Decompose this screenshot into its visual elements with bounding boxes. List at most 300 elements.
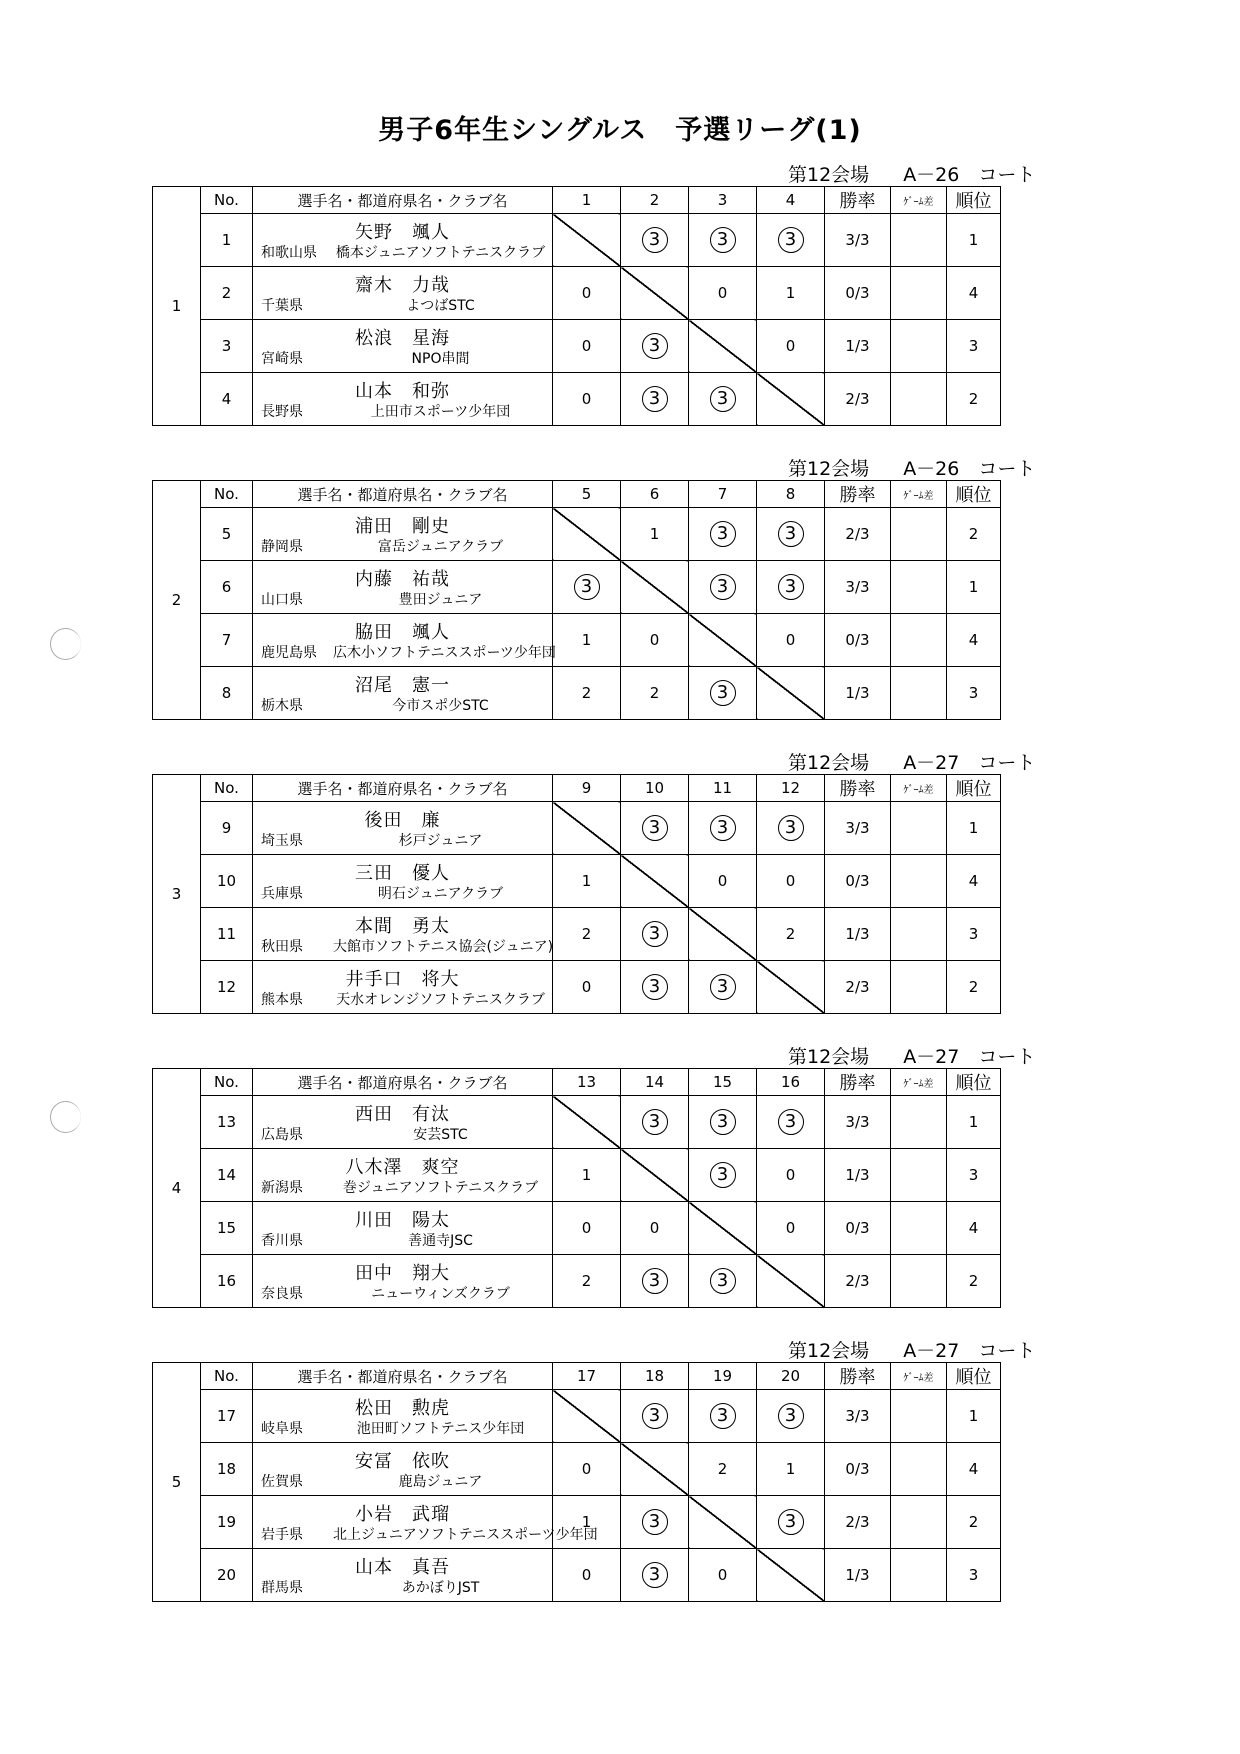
player-name: 松田 勲虎 — [355, 1398, 450, 1419]
win-score-circle: 3 — [710, 680, 736, 706]
header-opponent-no: 18 — [621, 1363, 689, 1390]
venue-name: 第12会場 — [788, 752, 870, 774]
venue-court-label — [788, 160, 1035, 187]
self-match-cell — [757, 667, 825, 720]
header-rank: 順位 — [947, 187, 1001, 214]
prefecture: 広島県 — [261, 1127, 303, 1143]
score-cell — [621, 1390, 689, 1443]
win-rate: 2/3 — [825, 373, 891, 426]
venue-name: 第12会場 — [788, 1046, 870, 1068]
game-diff — [891, 802, 947, 855]
player-row — [153, 1096, 1001, 1149]
game-diff — [891, 1390, 947, 1443]
header-rank: 順位 — [947, 775, 1001, 802]
win-score-circle: 3 — [710, 1109, 736, 1135]
win-rate: 1/3 — [825, 1149, 891, 1202]
league-table — [152, 480, 1001, 720]
court-name: A－27 コート — [903, 1046, 1036, 1068]
rank: 2 — [947, 1496, 1001, 1549]
player-cell — [253, 908, 553, 961]
player-row — [153, 855, 1001, 908]
score-cell — [689, 561, 757, 614]
header-opponent-no: 2 — [621, 187, 689, 214]
win-score-circle: 3 — [778, 574, 804, 600]
score-cell: 0 — [553, 373, 621, 426]
score-cell — [757, 214, 825, 267]
score-cell: 1 — [757, 267, 825, 320]
rank: 1 — [947, 802, 1001, 855]
club-name: 善通寺JSC — [408, 1233, 473, 1249]
prefecture: 宮崎県 — [261, 351, 303, 367]
player-no: 4 — [201, 373, 253, 426]
court-name: A－27 コート — [903, 1340, 1036, 1362]
header-game-diff: ｹﾞｰﾑ差 — [891, 187, 947, 214]
prefecture: 和歌山県 — [261, 245, 317, 261]
club-name: 明石ジュニアクラブ — [377, 886, 504, 902]
club-name: 橋本ジュニアソフトテニスクラブ — [335, 245, 546, 261]
club-name: 巻ジュニアソフトテニスクラブ — [342, 1180, 539, 1196]
player-cell — [253, 802, 553, 855]
header-opponent-no: 20 — [757, 1363, 825, 1390]
player-no: 13 — [201, 1096, 253, 1149]
self-match-cell — [689, 1496, 757, 1549]
player-no: 12 — [201, 961, 253, 1014]
header-win-rate: 勝率 — [825, 481, 891, 508]
player-row — [153, 1496, 1001, 1549]
player-row — [153, 320, 1001, 373]
player-no: 5 — [201, 508, 253, 561]
player-name: 西田 有汰 — [355, 1104, 450, 1125]
header-no: No. — [201, 1363, 253, 1390]
win-score-circle: 3 — [710, 227, 736, 253]
score-cell — [689, 667, 757, 720]
win-rate: 3/3 — [825, 1096, 891, 1149]
header-opponent-no: 5 — [553, 481, 621, 508]
player-name: 内藤 祐哉 — [355, 569, 450, 590]
player-cell — [253, 1096, 553, 1149]
player-row — [153, 1443, 1001, 1496]
score-cell — [757, 1390, 825, 1443]
self-match-cell — [553, 508, 621, 561]
header-no: No. — [201, 1069, 253, 1096]
score-cell: 0 — [553, 320, 621, 373]
player-cell — [253, 667, 553, 720]
league-table — [152, 1362, 1001, 1602]
win-rate: 3/3 — [825, 802, 891, 855]
win-score-circle: 3 — [642, 386, 668, 412]
win-score-circle: 3 — [642, 1268, 668, 1294]
win-score-circle: 3 — [710, 974, 736, 1000]
header-player: 選手名・都道府県名・クラブ名 — [253, 481, 553, 508]
header-win-rate: 勝率 — [825, 775, 891, 802]
player-no: 10 — [201, 855, 253, 908]
player-no: 1 — [201, 214, 253, 267]
club-name: 大館市ソフトテニス協会(ジュニア) — [333, 939, 554, 955]
player-name: 松浪 星海 — [355, 328, 450, 349]
game-diff — [891, 961, 947, 1014]
club-name: 富岳ジュニアクラブ — [377, 539, 504, 555]
self-match-cell — [689, 614, 757, 667]
header-opponent-no: 8 — [757, 481, 825, 508]
game-diff — [891, 1549, 947, 1602]
self-match-cell — [553, 1390, 621, 1443]
league-table — [152, 774, 1001, 1014]
game-diff — [891, 1496, 947, 1549]
header-opponent-no: 3 — [689, 187, 757, 214]
header-game-diff: ｹﾞｰﾑ差 — [891, 1069, 947, 1096]
score-cell: 0 — [553, 267, 621, 320]
win-score-circle: 3 — [778, 521, 804, 547]
player-name: 田中 翔大 — [355, 1263, 450, 1284]
score-cell — [621, 802, 689, 855]
win-rate: 1/3 — [825, 667, 891, 720]
score-cell — [621, 214, 689, 267]
game-diff — [891, 508, 947, 561]
player-row — [153, 1255, 1001, 1308]
club-name: 鹿島ジュニア — [398, 1474, 483, 1490]
game-diff — [891, 267, 947, 320]
score-cell: 1 — [621, 508, 689, 561]
group-number: 4 — [153, 1069, 201, 1308]
player-no: 18 — [201, 1443, 253, 1496]
prefecture: 秋田県 — [261, 939, 303, 955]
score-cell — [689, 1255, 757, 1308]
self-match-cell — [553, 1096, 621, 1149]
header-opponent-no: 7 — [689, 481, 757, 508]
score-cell: 0 — [621, 614, 689, 667]
win-score-circle: 3 — [710, 1162, 736, 1188]
header-opponent-no: 12 — [757, 775, 825, 802]
score-cell — [689, 508, 757, 561]
player-name: 山本 和弥 — [355, 381, 450, 402]
group-number: 1 — [153, 187, 201, 426]
win-score-circle: 3 — [642, 1109, 668, 1135]
self-match-cell — [621, 561, 689, 614]
win-score-circle: 3 — [778, 227, 804, 253]
club-name: 広木小ソフトテニススポーツ少年団 — [333, 645, 556, 661]
prefecture: 鹿児島県 — [261, 645, 317, 661]
header-opponent-no: 10 — [621, 775, 689, 802]
header-no: No. — [201, 481, 253, 508]
header-game-diff: ｹﾞｰﾑ差 — [891, 1363, 947, 1390]
player-row — [153, 1202, 1001, 1255]
win-rate: 0/3 — [825, 267, 891, 320]
win-score-circle: 3 — [574, 574, 600, 600]
score-cell: 0 — [553, 1549, 621, 1602]
game-diff — [891, 908, 947, 961]
player-no: 20 — [201, 1549, 253, 1602]
player-name: 後田 廉 — [364, 810, 441, 831]
header-win-rate: 勝率 — [825, 1363, 891, 1390]
score-cell: 0 — [757, 1202, 825, 1255]
score-cell: 0 — [553, 1202, 621, 1255]
game-diff — [891, 214, 947, 267]
club-name: 池田町ソフトテニス少年団 — [356, 1421, 525, 1437]
player-cell — [253, 1443, 553, 1496]
rank: 4 — [947, 267, 1001, 320]
club-name: 北上ジュニアソフトテニススポーツ少年団 — [333, 1527, 598, 1543]
rank: 1 — [947, 214, 1001, 267]
player-name: 八木澤 爽空 — [345, 1157, 460, 1178]
player-cell — [253, 373, 553, 426]
game-diff — [891, 614, 947, 667]
header-player: 選手名・都道府県名・クラブ名 — [253, 1363, 553, 1390]
header-player: 選手名・都道府県名・クラブ名 — [253, 775, 553, 802]
rank: 3 — [947, 667, 1001, 720]
score-cell: 2 — [553, 667, 621, 720]
player-name: 齋木 力哉 — [355, 275, 450, 296]
header-win-rate: 勝率 — [825, 187, 891, 214]
group-number: 2 — [153, 481, 201, 720]
player-row — [153, 667, 1001, 720]
player-row — [153, 1390, 1001, 1443]
score-cell — [689, 1390, 757, 1443]
player-cell — [253, 1496, 598, 1549]
player-cell — [253, 320, 553, 373]
header-opponent-no: 9 — [553, 775, 621, 802]
win-score-circle: 3 — [778, 815, 804, 841]
player-row — [153, 1549, 1001, 1602]
rank: 4 — [947, 614, 1001, 667]
win-score-circle: 3 — [778, 1403, 804, 1429]
self-match-cell — [621, 855, 689, 908]
player-cell — [253, 1549, 553, 1602]
win-score-circle: 3 — [642, 1509, 668, 1535]
rank: 4 — [947, 1443, 1001, 1496]
score-cell: 1 — [757, 1443, 825, 1496]
venue-name: 第12会場 — [788, 1340, 870, 1362]
header-opponent-no: 19 — [689, 1363, 757, 1390]
prefecture: 兵庫県 — [261, 886, 303, 902]
player-cell — [253, 1255, 553, 1308]
header-row — [153, 1069, 1001, 1096]
score-cell: 0 — [689, 267, 757, 320]
player-cell — [253, 561, 553, 614]
self-match-cell — [689, 1202, 757, 1255]
rank: 4 — [947, 855, 1001, 908]
player-name: 本間 勇太 — [355, 916, 450, 937]
player-row — [153, 908, 1001, 961]
header-opponent-no: 11 — [689, 775, 757, 802]
header-win-rate: 勝率 — [825, 1069, 891, 1096]
header-opponent-no: 6 — [621, 481, 689, 508]
player-row — [153, 373, 1001, 426]
player-cell — [253, 214, 553, 267]
self-match-cell — [621, 1443, 689, 1496]
rank: 3 — [947, 320, 1001, 373]
game-diff — [891, 1149, 947, 1202]
header-player: 選手名・都道府県名・クラブ名 — [253, 1069, 553, 1096]
win-rate: 2/3 — [825, 961, 891, 1014]
score-cell: 0 — [621, 1202, 689, 1255]
venue-court-label — [788, 1336, 1035, 1363]
prefecture: 岐阜県 — [261, 1421, 303, 1437]
score-cell — [689, 961, 757, 1014]
win-score-circle: 3 — [710, 574, 736, 600]
score-cell — [621, 908, 689, 961]
header-opponent-no: 14 — [621, 1069, 689, 1096]
header-rank: 順位 — [947, 1069, 1001, 1096]
game-diff — [891, 1443, 947, 1496]
win-rate: 2/3 — [825, 1255, 891, 1308]
game-diff — [891, 855, 947, 908]
player-row — [153, 614, 1001, 667]
prefecture: 千葉県 — [261, 298, 303, 314]
rank: 3 — [947, 908, 1001, 961]
header-row — [153, 481, 1001, 508]
player-no: 8 — [201, 667, 253, 720]
player-row — [153, 1149, 1001, 1202]
score-cell: 0 — [553, 961, 621, 1014]
self-match-cell — [757, 1255, 825, 1308]
score-cell — [757, 802, 825, 855]
rank: 1 — [947, 1390, 1001, 1443]
player-cell — [253, 1390, 553, 1443]
player-row — [153, 214, 1001, 267]
prefecture: 栃木県 — [261, 698, 303, 714]
player-row — [153, 802, 1001, 855]
rank: 1 — [947, 1096, 1001, 1149]
player-cell — [253, 961, 553, 1014]
venue-court-label — [788, 1042, 1035, 1069]
self-match-cell — [689, 908, 757, 961]
player-cell — [253, 508, 553, 561]
rank: 2 — [947, 961, 1001, 1014]
win-score-circle: 3 — [642, 333, 668, 359]
game-diff — [891, 667, 947, 720]
win-rate: 2/3 — [825, 1496, 891, 1549]
court-name: A－27 コート — [903, 752, 1036, 774]
group-number: 5 — [153, 1363, 201, 1602]
win-rate: 1/3 — [825, 1549, 891, 1602]
self-match-cell — [757, 1549, 825, 1602]
score-cell: 1 — [553, 614, 621, 667]
win-score-circle: 3 — [778, 1109, 804, 1135]
player-no: 3 — [201, 320, 253, 373]
header-opponent-no: 13 — [553, 1069, 621, 1096]
win-rate: 3/3 — [825, 214, 891, 267]
prefecture: 岩手県 — [261, 1527, 303, 1543]
self-match-cell — [553, 802, 621, 855]
game-diff — [891, 1255, 947, 1308]
score-cell — [621, 1496, 689, 1549]
player-cell — [253, 614, 556, 667]
score-cell — [621, 1255, 689, 1308]
club-name: 今市スポ少STC — [392, 698, 489, 714]
league-table — [152, 186, 1001, 426]
win-score-circle: 3 — [710, 386, 736, 412]
win-rate: 3/3 — [825, 1390, 891, 1443]
score-cell: 0 — [757, 320, 825, 373]
win-score-circle: 3 — [710, 521, 736, 547]
player-no: 7 — [201, 614, 253, 667]
header-opponent-no: 4 — [757, 187, 825, 214]
header-no: No. — [201, 775, 253, 802]
player-name: 矢野 颯人 — [355, 222, 450, 243]
game-diff — [891, 1202, 947, 1255]
self-match-cell — [757, 961, 825, 1014]
club-name: ニューウィンズクラブ — [371, 1286, 510, 1302]
club-name: あかぼりJST — [401, 1580, 480, 1596]
score-cell: 0 — [689, 1549, 757, 1602]
score-cell — [757, 508, 825, 561]
header-opponent-no: 1 — [553, 187, 621, 214]
score-cell: 2 — [689, 1443, 757, 1496]
header-rank: 順位 — [947, 1363, 1001, 1390]
header-opponent-no: 16 — [757, 1069, 825, 1096]
win-score-circle: 3 — [642, 815, 668, 841]
score-cell: 2 — [757, 908, 825, 961]
win-score-circle: 3 — [710, 815, 736, 841]
score-cell — [621, 320, 689, 373]
rank: 3 — [947, 1149, 1001, 1202]
player-cell — [253, 1149, 553, 1202]
rank: 3 — [947, 1549, 1001, 1602]
venue-court-label — [788, 454, 1035, 481]
page-title: 男子6年生シングルス 予選リーグ(1) — [378, 115, 862, 146]
player-row — [153, 508, 1001, 561]
win-rate: 1/3 — [825, 908, 891, 961]
player-name: 浦田 剛史 — [355, 516, 450, 537]
win-rate: 1/3 — [825, 320, 891, 373]
win-score-circle: 3 — [710, 1403, 736, 1429]
player-no: 15 — [201, 1202, 253, 1255]
player-cell — [253, 267, 553, 320]
player-row — [153, 561, 1001, 614]
game-diff — [891, 561, 947, 614]
header-row — [153, 187, 1001, 214]
prefecture: 静岡県 — [261, 539, 303, 555]
club-name: 上田市スポーツ少年団 — [370, 404, 511, 420]
score-cell — [757, 1096, 825, 1149]
score-cell — [689, 1149, 757, 1202]
prefecture: 山口県 — [261, 592, 303, 608]
club-name: 安芸STC — [413, 1127, 468, 1143]
header-game-diff: ｹﾞｰﾑ差 — [891, 481, 947, 508]
binder-hole-mark — [50, 628, 81, 660]
rank: 2 — [947, 508, 1001, 561]
header-game-diff: ｹﾞｰﾑ差 — [891, 775, 947, 802]
win-rate: 0/3 — [825, 1443, 891, 1496]
club-name: よつばSTC — [406, 298, 475, 314]
score-cell — [621, 1549, 689, 1602]
header-no: No. — [201, 187, 253, 214]
score-cell — [621, 373, 689, 426]
player-no: 2 — [201, 267, 253, 320]
score-cell — [757, 1496, 825, 1549]
rank: 4 — [947, 1202, 1001, 1255]
player-cell — [253, 1202, 553, 1255]
player-no: 9 — [201, 802, 253, 855]
player-no: 11 — [201, 908, 253, 961]
win-rate: 0/3 — [825, 855, 891, 908]
game-diff — [891, 373, 947, 426]
self-match-cell — [621, 1149, 689, 1202]
win-score-circle: 3 — [710, 1268, 736, 1294]
score-cell: 0 — [553, 1443, 621, 1496]
rank: 2 — [947, 373, 1001, 426]
score-cell — [757, 561, 825, 614]
player-name: 脇田 颯人 — [355, 622, 450, 643]
league-table — [152, 1068, 1001, 1308]
rank: 1 — [947, 561, 1001, 614]
prefecture: 奈良県 — [261, 1286, 303, 1302]
player-no: 17 — [201, 1390, 253, 1443]
venue-court-label — [788, 748, 1035, 775]
win-score-circle: 3 — [642, 1403, 668, 1429]
club-name: 豊田ジュニア — [398, 592, 483, 608]
player-no: 6 — [201, 561, 253, 614]
